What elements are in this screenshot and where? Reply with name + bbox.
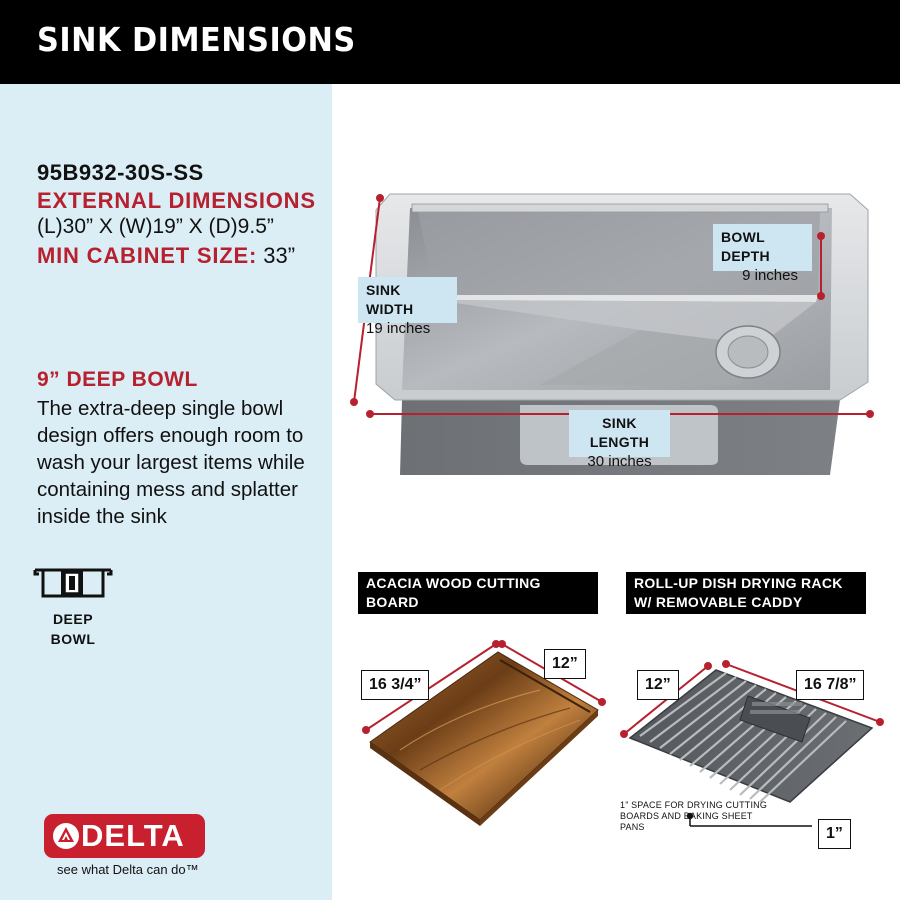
min-cabinet-label: MIN CABINET SIZE: <box>37 243 258 268</box>
sink-length-value: 30 inches <box>587 453 652 470</box>
external-dimensions-value: (L)30” X (W)19” X (D)9.5” <box>37 215 274 238</box>
feature-description: The extra-deep single bowl design offers enough room to wash your largest items while containing mess and splatter inside the sink <box>37 397 305 528</box>
page-title: SINK DIMENSIONS <box>37 20 356 59</box>
feature-title: 9” DEEP BOWL <box>37 368 198 391</box>
drying-rack-heading-line1: ROLL-UP DISH DRYING RACK <box>634 575 843 591</box>
brand-tagline: see what Delta can do™ <box>57 862 199 877</box>
deep-bowl-label-line2: BOWL <box>50 631 96 647</box>
board-short-dimension: 12” <box>544 649 586 679</box>
brand-name: DELTA <box>81 818 185 853</box>
sink-length-label: SINK LENGTH <box>589 415 650 450</box>
min-cabinet-size <box>37 243 295 269</box>
deep-bowl-icon <box>33 565 113 601</box>
deep-bowl-label-line1: DEEP <box>52 611 94 627</box>
sink-width-value: 19 inches <box>366 320 431 337</box>
cutting-board-heading-line1: ACACIA WOOD CUTTING BOARD <box>366 575 541 610</box>
sink-ledge <box>412 204 828 212</box>
board-long-dimension: 16 3/4” <box>361 670 429 700</box>
external-dimensions-label: EXTERNAL DIMENSIONS <box>37 188 316 213</box>
sink-length-callout <box>569 410 670 470</box>
drying-rack-heading <box>626 572 866 614</box>
bowl-depth-callout <box>713 224 812 284</box>
bowl-depth-value: 9 inches <box>742 267 798 284</box>
rack-short-dimension: 12” <box>637 670 679 700</box>
deep-bowl-label <box>40 609 106 649</box>
rack-gap-note: 1” SPACE FOR DRYING CUTTING BOARDS AND BAKING SHEET PANS <box>620 800 768 832</box>
rack-long-dimension: 16 7/8” <box>796 670 864 700</box>
header-bar <box>0 0 900 84</box>
min-cabinet-value: 33” <box>263 243 296 268</box>
sink-width-callout <box>358 277 457 337</box>
sink-width-label: SINK WIDTH <box>366 282 414 317</box>
delta-logo-icon <box>52 821 80 851</box>
model-number: 95B932-30S-SS <box>37 160 204 185</box>
drying-rack-heading-line2: W/ REMOVABLE CADDY <box>634 594 803 610</box>
bowl-depth-label: BOWL DEPTH <box>721 229 770 264</box>
cutting-board-heading-line2: W/ BUILT-IN TABLET SLOT <box>366 613 552 629</box>
cutting-board-heading <box>358 572 598 629</box>
rack-gap-dimension: 1” <box>818 819 851 849</box>
